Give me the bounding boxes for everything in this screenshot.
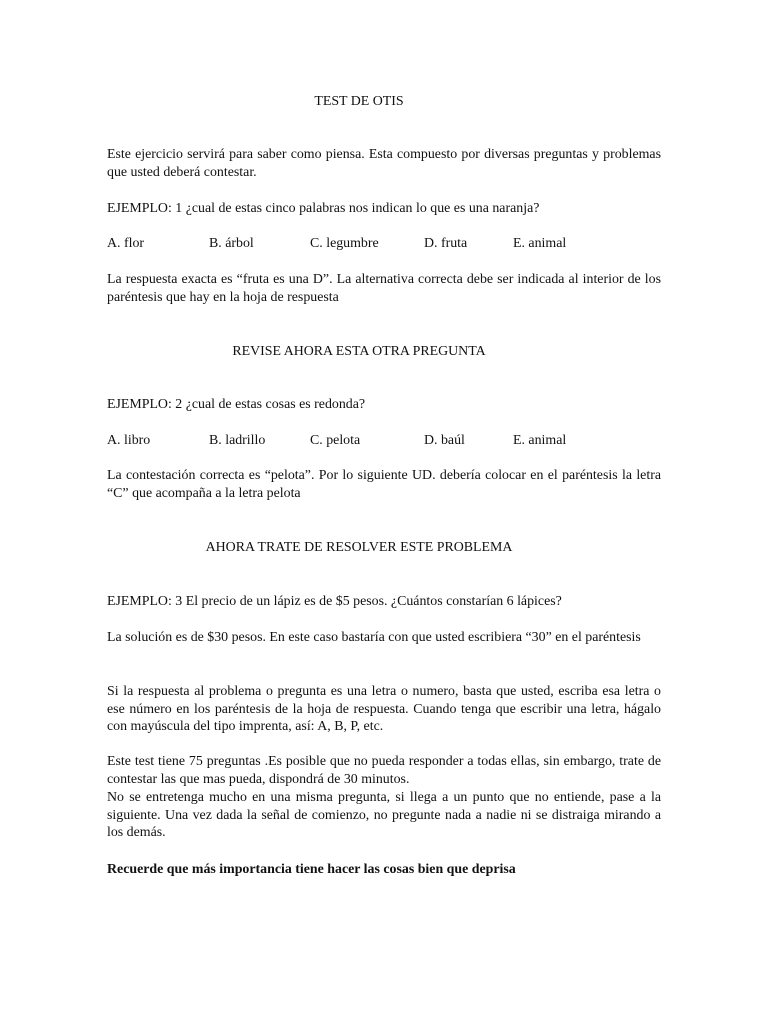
example1-option-a: A. flor xyxy=(107,236,145,251)
intro-paragraph: Este ejercicio servirá para saber como piensa. Esta compuesto por diversas preguntas y problemas que usted deberá contestar. xyxy=(107,147,661,180)
example2-option-c: C. pelota xyxy=(310,433,361,448)
example2-option-b: B. ladrillo xyxy=(209,433,266,448)
example1-option-c: C. legumbre xyxy=(310,236,379,251)
closing-statement: Recuerde que más importancia tiene hacer las cosas bien que deprisa xyxy=(107,862,516,877)
example2-option-a: A. libro xyxy=(107,433,151,448)
example2-explanation: La contestación correcta es “pelota”. Por lo siguiente UD. debería colocar en el paréntesis la letra “C” que acompaña a la letra pelota xyxy=(107,468,661,501)
example2-option-e: E. animal xyxy=(513,433,567,448)
example3-question: EJEMPLO: 3 El precio de un lápiz es de $5 pesos. ¿Cuántos constarían 6 lápices? xyxy=(107,594,562,609)
example1-option-b: B. árbol xyxy=(209,236,254,251)
document-title: TEST DE OTIS xyxy=(314,94,404,109)
section-heading-resolve: AHORA TRATE DE RESOLVER ESTE PROBLEMA xyxy=(205,540,513,555)
test-info-paragraph: Este test tiene 75 preguntas .Es posible que no pueda responder a todas ellas, sin embargo, trate de contestar las que mas pueda, dispondrá de 30 minutos. xyxy=(107,754,661,787)
example2-option-d: D. baúl xyxy=(424,433,465,448)
example1-option-e: E. animal xyxy=(513,236,567,251)
advice-paragraph: No se entretenga mucho en una misma pregunta, si llega a un punto que no entiende, pase a la siguiente. Una vez dada la señal de comienzo, no pregunte nada a nadie ni se distraiga mirando a los demás. xyxy=(107,790,661,840)
example2-question: EJEMPLO: 2 ¿cual de estas cosas es redonda? xyxy=(107,397,366,412)
example1-option-d: D. fruta xyxy=(424,236,468,251)
example1-question: EJEMPLO: 1 ¿cual de estas cinco palabras nos indican lo que es una naranja? xyxy=(107,201,540,216)
example3-explanation: La solución es de $30 pesos. En este caso bastaría con que usted escribiera “30” en el paréntesis xyxy=(107,630,641,645)
section-heading-revise: REVISE AHORA ESTA OTRA PREGUNTA xyxy=(232,344,486,359)
example1-explanation: La respuesta exacta es “fruta es una D”. La alternativa correcta debe ser indicada al interior de los paréntesis que hay en la hoja de respuesta xyxy=(107,272,661,305)
instructions-paragraph: Si la respuesta al problema o pregunta es una letra o numero, basta que usted, escriba esa letra o ese número en los paréntesis de la hoja de respuesta. Cuando tenga que escribir una letra, hágalo con mayúscula del tipo imprenta, así: A, B, P, etc. xyxy=(107,684,661,734)
